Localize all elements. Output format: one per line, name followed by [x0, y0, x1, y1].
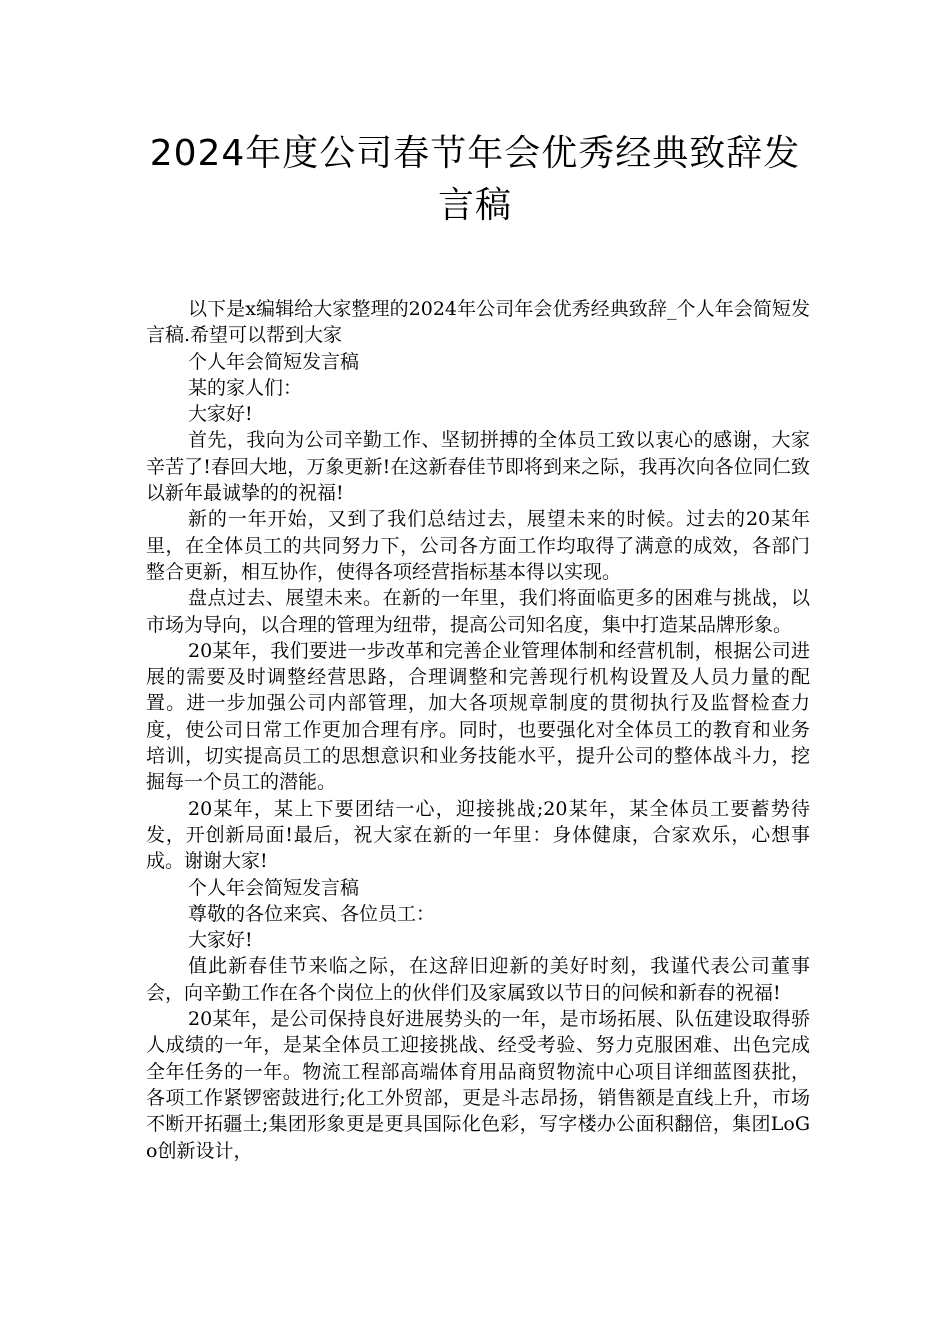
document-title	[120, 128, 830, 232]
greeting: 大家好!	[188, 403, 253, 426]
body-paragraph: 新的一年开始，又到了我们总结过去，展望未来的时候。过去的20某年里，在全体员工的共同努力下，公司各方面工作均取得了满意的成效，各部门整合更新，相互协作，使得各项经营指标基本得以实现。	[146, 508, 810, 583]
salutation: 尊敬的各位来宾、各位员工：	[188, 902, 436, 925]
title-line-2: 言稿	[437, 185, 512, 226]
body-paragraph: 值此新春佳节来临之际，在这辞旧迎新的美好时刻，我谨代表公司董事会，向辛勤工作在各个岗位上的伙伴们及家属致以节日的问候和新春的祝福!	[146, 955, 810, 1004]
document-body	[146, 296, 810, 1164]
body-paragraph: 20某年，我们要进一步改革和完善企业管理体制和经营机制，根据公司进展的需要及时调整经营思路，合理调整和完善现行机构设置及人员力量的配置。进一步加强公司内部管理，加大各项规章制度的贯彻执行及监督检查力度，使公司日常工作更加合理有序。同时，也要强化对全体员工的教育和业务培训，切实提高员工的思想意识和业务技能水平，提升公司的整体战斗力，挖掘每一个员工的潜能。	[146, 639, 810, 794]
body-paragraph: 20某年，是公司保持良好进展势头的一年，是市场拓展、队伍建设取得骄人成绩的一年，是某全体员工迎接挑战、经受考验、努力克服困难、出色完成全年任务的一年。物流工程部高端体育用品商贸物流中心项目详细蓝图获批，各项工作紧锣密鼓进行;化工外贸部，更是斗志昂扬，销售额是直线上升，市场不断开拓疆土;集团形象更是更具国际化色彩，写字楼办公面积翻倍，集团LoGo创新设计，	[146, 1008, 810, 1162]
salutation: 某的家人们：	[188, 376, 303, 399]
body-paragraph: 盘点过去、展望未来。在新的一年里，我们将面临更多的困难与挑战，以市场为导向，以合理的管理为纽带，提高公司知名度，集中打造某品牌形象。	[146, 587, 810, 636]
intro-paragraph: 以下是x编辑给大家整理的2024年公司年会优秀经典致辞_个人年会简短发言稿.希望可以帮到大家	[146, 298, 810, 347]
greeting: 大家好!	[188, 929, 253, 952]
title-line-1: 2024年度公司春节年会优秀经典致辞发	[149, 133, 801, 174]
body-paragraph: 首先，我向为公司辛勤工作、坚韧拼搏的全体员工致以衷心的感谢，大家辛苦了!春回大地，万象更新!在这新春佳节即将到来之际，我再次向各位同仁致以新年最诚挚的的祝福!	[146, 429, 810, 505]
section-heading: 个人年会简短发言稿	[188, 876, 360, 899]
body-paragraph: 20某年，某上下要团结一心，迎接挑战;20某年，某全体员工要蓄势待发，开创新局面!最后，祝大家在新的一年里：身体健康，合家欢乐，心想事成。谢谢大家!	[146, 797, 810, 873]
section-heading: 个人年会简短发言稿	[188, 350, 360, 373]
